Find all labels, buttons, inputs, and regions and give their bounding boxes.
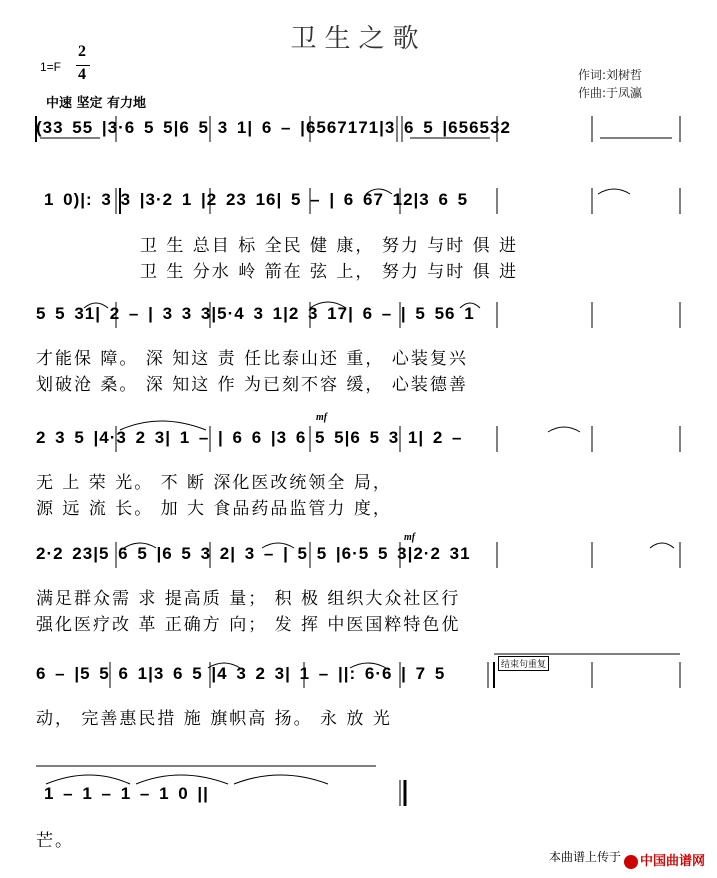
lyric-v2-line-3: 划破沧 桑。 深 知这 作 为已刻不容 缓， 心装德善: [36, 375, 468, 395]
notes-line-6: 6 – |5 5 6 1|3 6 5 |4 3 2 3| 1 – ||: 6·6 | 7 5: [36, 664, 446, 683]
site-logo[interactable]: [624, 850, 705, 869]
key-signature: 1=F: [40, 60, 62, 74]
tempo-marking: 中速 坚定 有力地: [46, 96, 147, 111]
logo-icon: [624, 855, 638, 869]
lyric-v1-line-3: 才能保 障。 深 知这 责 任比泰山还 重， 心装复兴: [36, 349, 468, 369]
score-line-1: [0, 114, 717, 154]
composer-credit: 作曲:于凤瀛: [578, 86, 643, 100]
dynamic-mf-1: mf: [316, 412, 328, 423]
lyric-v2-line-4: 源 远 流 长。 加 大 食品药品监管力 度，: [36, 499, 392, 519]
time-signature-top: 2: [78, 43, 86, 60]
time-signature-bottom: 4: [78, 66, 86, 83]
notes-line-5: 2·2 23|5 6 5 |6 5 3 2| 3 – | 5 5 |6·5 5 3|2·2 31: [36, 544, 471, 563]
song-title: 卫生之歌: [290, 24, 427, 54]
lyric-v1-line-5: 满足群众需 求 提高质 量； 积 极 组织大众社区行: [36, 589, 461, 609]
lyric-v2-line-5: 强化医疗改 革 正确方 向； 发 挥 中医国粹特色优: [36, 615, 461, 635]
notes-line-4: 2 3 5 |4·3 2 3| 1 – | 6 6 |3 6 5 5|6 5 3 1| 2 –: [36, 428, 463, 447]
score-line-4: [0, 412, 717, 464]
score-line-5: [0, 532, 717, 580]
upload-note: 本曲谱上传于: [548, 850, 621, 864]
ending-repeat-label: 结束句重复: [498, 656, 549, 671]
dynamic-mf-2: mf: [404, 532, 416, 543]
score-line-7: [0, 778, 717, 818]
notes-line-2: 1 0)|: 3 3 |3·2 1 |2 23 16| 5 – | 6 67 12|3 6 5: [44, 190, 469, 209]
site-name: 中国曲谱网: [639, 854, 705, 869]
notes-line-7: 1 – 1 – 1 – 1 0 ||: [44, 784, 209, 803]
score-line-6: [0, 660, 717, 700]
lyric-v1-line-4: 无 上 荣 光。 不 断 深化医改统领全 局，: [36, 473, 392, 493]
notes-line-1: (33 55 |3·6 5 5|6 5 3 1| 6 – |6567171|3 6 5 |656532: [36, 118, 511, 137]
notes-line-3: 5 5 31| 2 – | 3 3 3|5·4 3 1|2 3 17| 6 – | 5 56 1: [36, 304, 475, 323]
lyric-line-7: 芒。: [36, 831, 74, 851]
lyric-v2-line-2: 卫 生 分水 岭 箭在 弦 上， 努力 与时 俱 进: [140, 262, 519, 282]
lyricist-credit: 作词:刘树哲: [578, 68, 643, 82]
score-line-3: [0, 300, 717, 340]
lyric-v1-line-2: 卫 生 总目 标 全民 健 康， 努力 与时 俱 进: [140, 236, 519, 256]
score-line-2: [0, 186, 717, 226]
lyric-line-6: 动， 完善惠民措 施 旗帜高 扬。 永 放 光: [36, 709, 392, 729]
